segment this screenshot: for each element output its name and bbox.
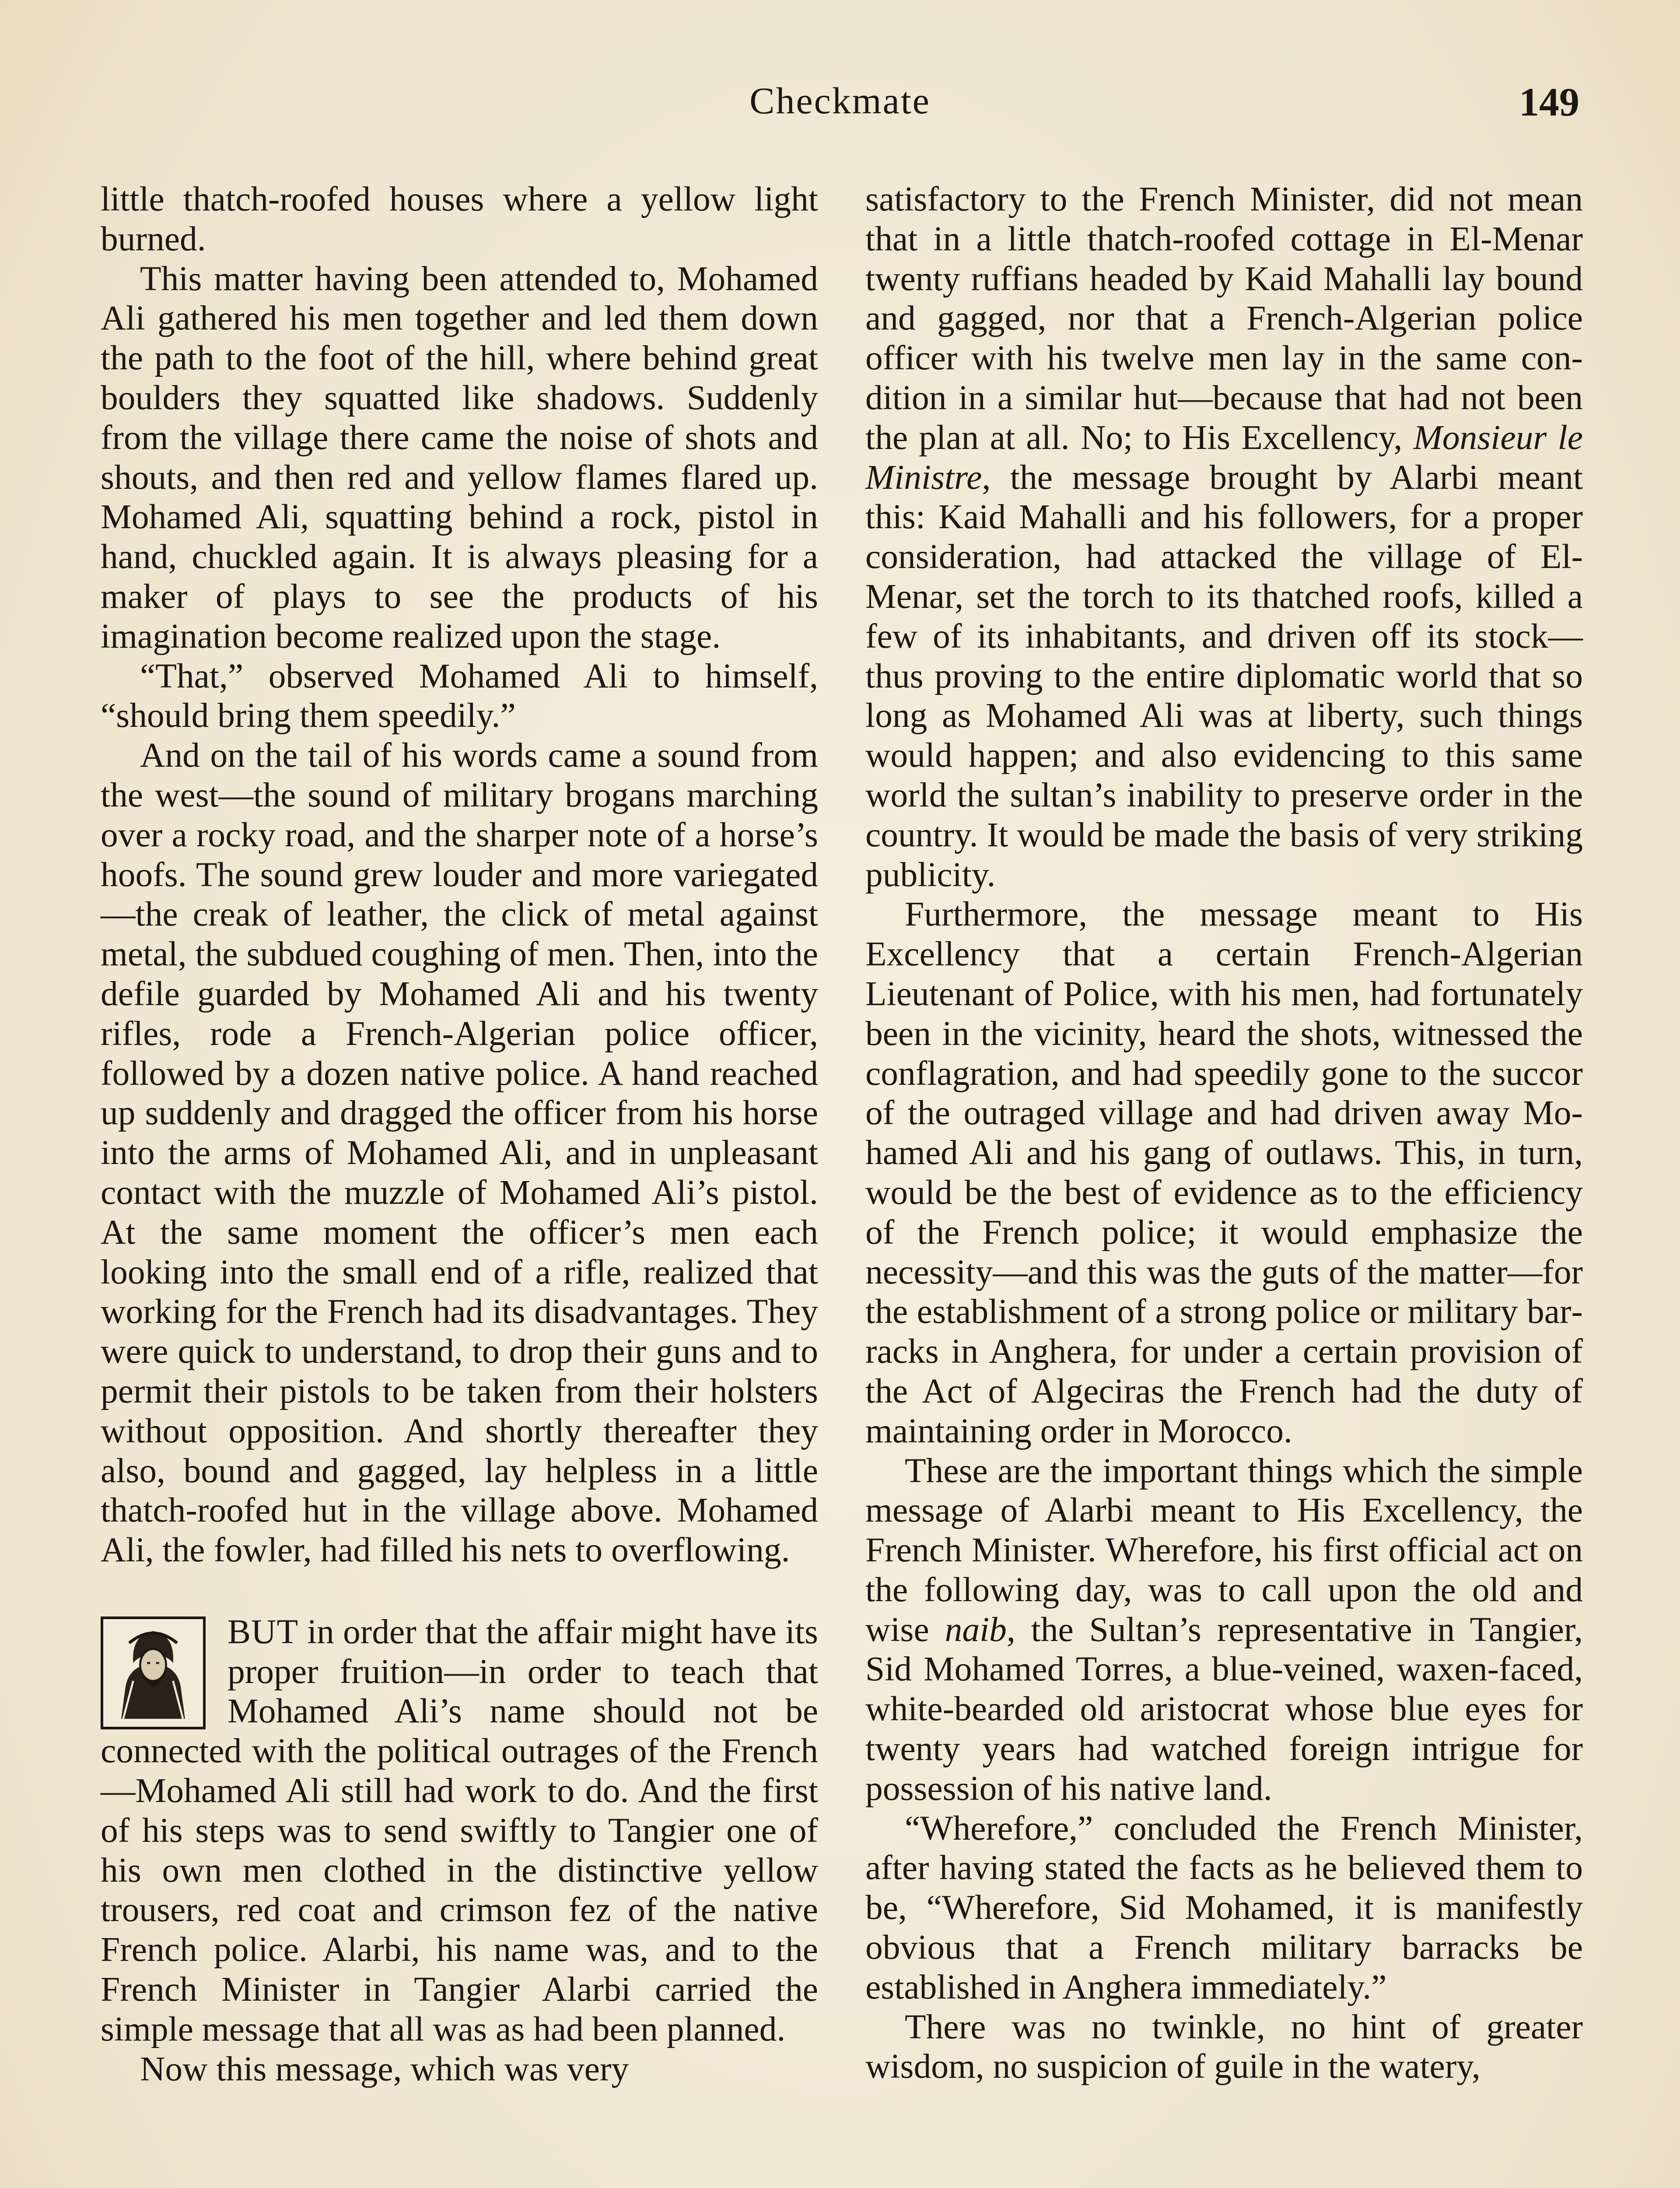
paragraph-text: , the Sultan’s representative in Tangier, Sid Mohamed Torres, a blue-veined, waxen-faced, white-bearded old aristocrat whose blue eyes for twenty years had watched foreign intrigue for possession of his native land. [865, 1610, 1583, 1808]
paragraph-text: in order that the affair might have its proper fruition—in order to teach that Mohamed Ali’s name should not be connected with the political outrages of the French—Mohamed Ali still had work to do. And the first of his steps was to send swiftly to Tangier one of his own men clothed in the distinctive yellow trousers, red coat and crimson fez of the native French police. Alarbi, his name was, and to the French Minister in Tangier Alarbi carried the simple message that all was as had been planned. [101, 1612, 818, 2048]
running-title: Checkmate [749, 80, 931, 122]
page-number: 149 [1519, 80, 1579, 124]
italic-phrase: Monsieur le Ministre [865, 418, 1583, 497]
running-head [0, 79, 1680, 140]
arab-head-ornament-icon [101, 1616, 206, 1729]
section-paragraph [101, 1612, 818, 2049]
paragraph: “Wherefore,” concluded the French Minister, after having stated the facts as he believed them to be, “Wherefore, Sid Mohamed, it is manifestly obvious that a French military barracks be established in Anghera immediately.” [865, 1809, 1583, 2006]
paragraph: This matter having been attended to, Mohamed Ali gathered his men together and led them down the path to the foot of the hill, where behind great boulders they squatted like shadows. Suddenly from the village there came the noise of shots and shouts, and then red and yellow flames flared up. Mohamed Ali, squatting behind a rock, pistol in hand, chuckled again. It is always pleasing for a maker of plays to see the products of his imagination become realized upon the stage. [101, 259, 818, 656]
lead-word: BUT [228, 1612, 298, 1651]
italic-word: naib [945, 1610, 1007, 1649]
paragraph: little thatch-roofed houses where a yellow light burned. [101, 180, 818, 258]
paragraph: And on the tail of his words came a sound from the west—the sound of military brogans marching over a rocky road, and the sharper note of a horse’s hoofs. The sound grew louder and more variegated—the creak of leather, the click of metal against metal, the subdued coughing of men. Then, into the defile guarded by Mohamed Ali and his twenty rifles, rode a French-Algerian police officer, followed by a dozen native police. A hand reached up suddenly and dragged the officer from his horse into the arms of Mohamed Ali, and in unpleasant contact with the muzzle of Mohamed Ali’s pistol. At the same moment the officer’s men each looking into the small end of a rifle, realized that working for the French had its disadvantages. They were quick to understand, to drop their guns and to permit their pistols to be taken from their holsters without opposition. And shortly thereafter they also, bound and gagged, lay helpless in a little thatch-roofed hut in the village above. Mohamed Ali, the fowler, had filled his nets to overflowing. [101, 736, 818, 1570]
left-column [101, 179, 818, 2188]
paragraph-text: These are the important things which the simple message of Alarbi meant to His Excellency, the French Minister. Wherefore, his first official act on the following day, was to call upon the old and wise [865, 1451, 1583, 1649]
paragraph: “That,” observed Mohamed Ali to himself, “should bring them speedily.” [101, 656, 818, 735]
right-column [865, 179, 1583, 2188]
paragraph: There was no twinkle, no hint of greater wisdom, no suspicion of guile in the watery, [865, 2007, 1583, 2086]
paragraph [865, 1451, 1583, 1809]
paragraph-text: satisfactory to the French Minister, did not mean that in a little thatch-roofed cottage in El-Menar twenty ruffians headed by Kaid Mahalli lay bound and gagged, nor that a French-Algerian police officer with his twelve men lay in the same condition in a similar hut—because that had not been the plan at all. No; to His Excellency, [865, 180, 1583, 457]
paragraph: Now this message, which was very [140, 2049, 629, 2088]
paragraph [865, 179, 1583, 894]
paragraph-text: , the message brought by Alarbi meant this: Kaid Mahalli and his followers, for a proper consideration, had attacked the village of El-Menar, set the torch to its thatched roofs, killed a few of its inhabitants, and driven off its stock—thus proving to the entire diplomatic world that so long as Mohamed Ali was at liberty, such things would happen; and also evidencing to this same world the sultan’s inability to preserve order in the country. It would be made the basis of very striking publicity. [865, 458, 1583, 894]
paragraph: Furthermore, the message meant to His Excellency that a certain French-Algerian Lieutenant of Police, with his men, had fortunately been in the vicinity, heard the shots, witnessed the conflagration, and had speedily gone to the succor of the outraged village and had driven away Mohamed Ali and his gang of outlaws. This, in turn, would be the best of evidence as to the efficiency of the French police; it would emphasize the necessity—and this was the guts of the matter—for the establishment of a strong police or military barracks in Anghera, for under a certain provision of the Act of Algeciras the French had the duty of maintaining order in Morocco. [865, 895, 1583, 1450]
